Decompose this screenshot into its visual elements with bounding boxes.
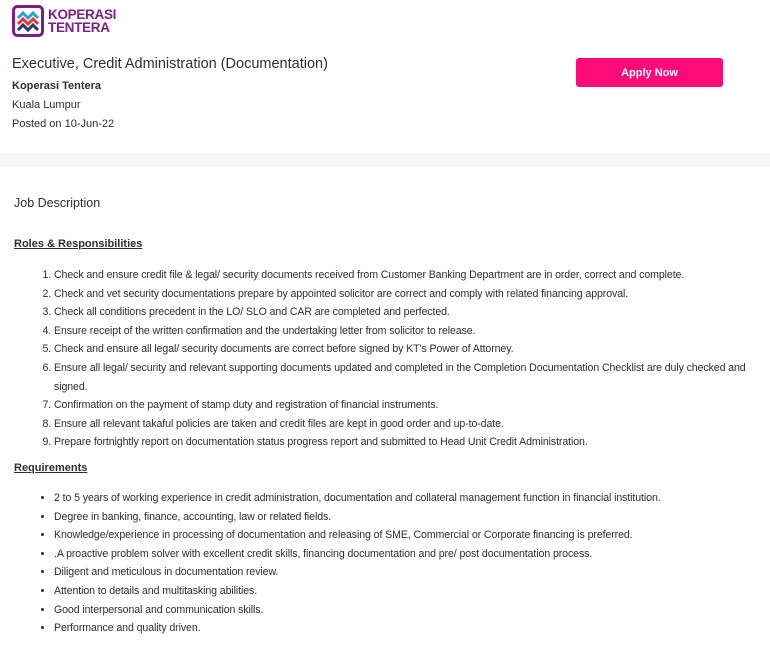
list-item: 3. Check all conditions precedent in the LO/ SLO and CAR are completed and perfected.	[54, 303, 759, 322]
job-title: Executive, Credit Administration (Documentation)	[12, 56, 328, 72]
list-item: 2. Check and vet security documentations prepare by appointed solicitor are correct and comply with related financing approval.	[54, 285, 759, 304]
company-name: Koperasi Tentera	[12, 80, 102, 92]
list-item: 4. Ensure receipt of the written confirmation and the undertaking letter from solicitor to release.	[54, 322, 759, 341]
job-location: Kuala Lumpur	[12, 99, 81, 111]
list-item: • Attention to details and multitasking abilities.	[54, 582, 759, 601]
list-item: 9. Prepare fortnightly report on documentation status progress report and submitted to Head Unit Credit Administration.	[54, 433, 759, 452]
section-divider	[0, 153, 770, 167]
list-item: • Good interpersonal and communication skills.	[54, 601, 759, 620]
list-item: 6. Ensure all legal/ security and relevant supporting documents updated and completed in the Completion Documentation Checklist are duly checked and signed.	[54, 359, 759, 396]
logo-text: KOPERASI TENTERA	[48, 7, 117, 35]
apply-now-button[interactable]: Apply Now	[576, 58, 723, 87]
list-item: • Diligent and meticulous in documentation review.	[54, 563, 759, 582]
logo-mark-icon	[12, 5, 44, 37]
job-description-heading: Job Description	[14, 196, 101, 210]
list-item: • Degree in banking, finance, accounting, law or related fields.	[54, 508, 759, 527]
roles-heading: Roles & Responsibilities	[14, 238, 143, 250]
list-item: • Performance and quality driven.	[54, 619, 759, 638]
list-item: • .A proactive problem solver with excellent credit skills, financing documentation and pre/ post documentation process.	[54, 545, 759, 564]
list-item: 5. Check and ensure all legal/ security documents are correct before signed by KT's Power of Attorney.	[54, 340, 759, 359]
list-item: • Knowledge/experience in processing of documentation and releasing of SME, Commercial or Corporate financing is preferred.	[54, 526, 759, 545]
list-item: 7. Confirmation on the payment of stamp duty and registration of financial instruments.	[54, 396, 759, 415]
list-item: 8. Ensure all relevant takaful policies are taken and credit files are kept in good order and up-to-date.	[54, 415, 759, 434]
posted-date: Posted on 10-Jun-22	[12, 118, 115, 130]
list-item: • 2 to 5 years of working experience in credit administration, documentation and collateral management function in financial institution.	[54, 489, 759, 508]
list-item: 1. Check and ensure credit file & legal/ security documents received from Customer Banking Department are in order, correct and complete.	[54, 266, 759, 285]
requirements-list	[0, 489, 759, 638]
requirements-heading: Requirements	[14, 462, 88, 474]
roles-list	[0, 266, 759, 452]
company-logo	[12, 5, 116, 37]
